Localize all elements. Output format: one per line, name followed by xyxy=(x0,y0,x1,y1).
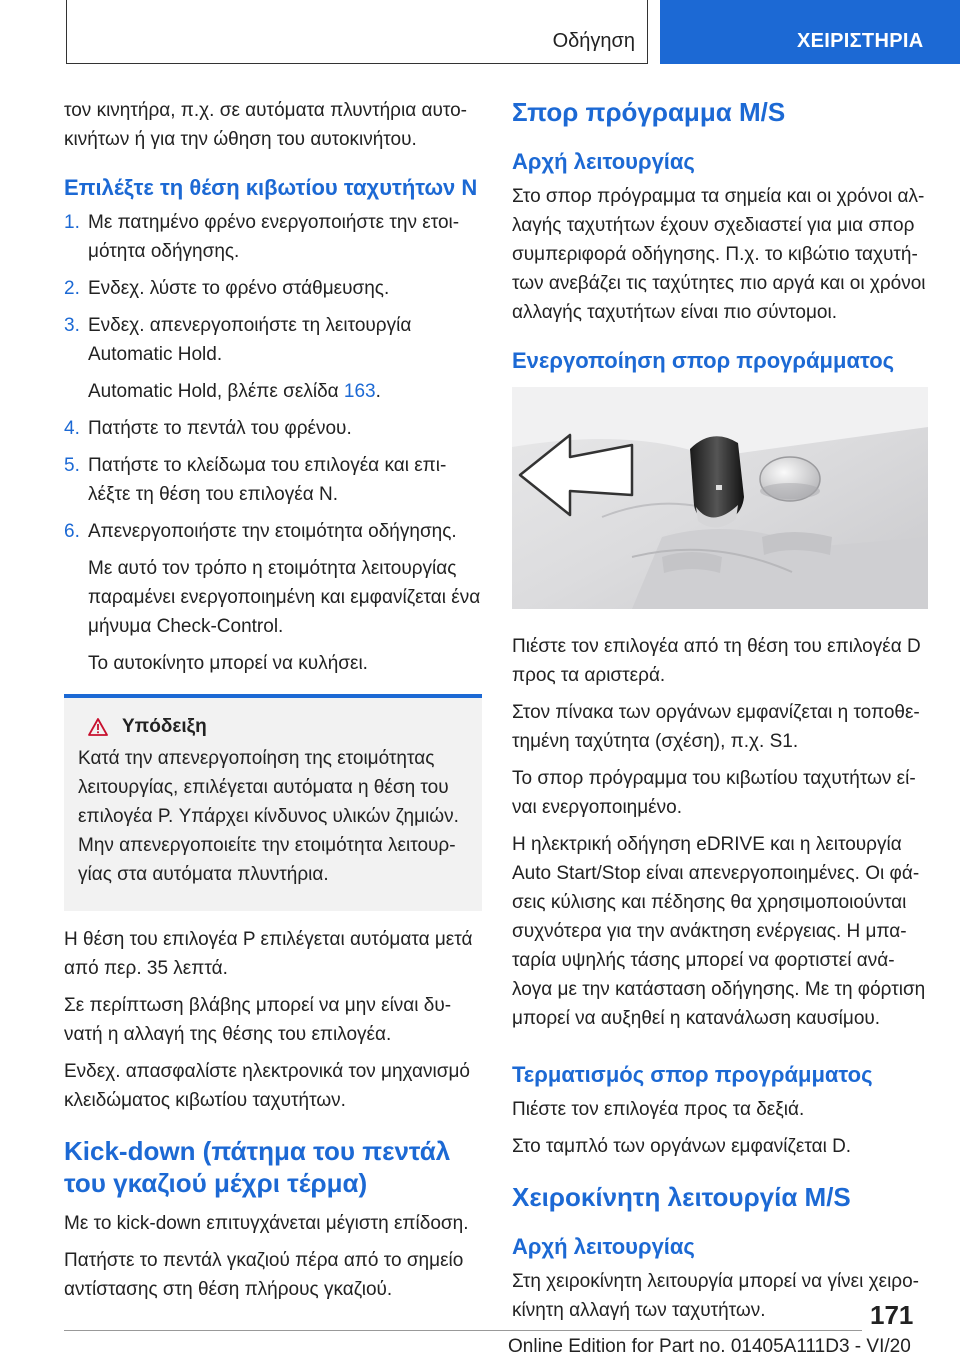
step-subtext-before: Automatic Hold, βλέπε σελίδα xyxy=(88,381,344,402)
paragraph: Στο σπορ πρόγραμμα τα σημεία και οι χρόνοι αλλαγής ταχυτήτων έχουν σχεδιαστεί για μια σπορ συμπεριφορά οδήγησης. Π.χ. το κιβώτιο ταχυτήτων ανεβάζει τις ταχύτητες πιο αργά και οι χρόνοι αλλαγής ταχυτήτων είναι πιο σύντομοι. xyxy=(512,186,926,323)
page-reference-link[interactable]: 163 xyxy=(343,381,376,402)
gear-selector-image xyxy=(512,387,928,609)
page-number: 171 xyxy=(870,1300,914,1330)
step-text: Απενεργοποιήστε την ετοιμότητα οδήγησης. xyxy=(88,521,457,542)
paragraph: Πιέστε τον επιλογέα προς τα δεξιά. xyxy=(512,1099,805,1120)
footer-edition: Online Edition for Part no. 01405A111D3 - VI/20 xyxy=(508,1336,911,1357)
step-number: 4. xyxy=(64,418,80,439)
right-column xyxy=(512,96,928,1333)
paragraph: Στον πίνακα των οργάνων εμφανίζεται η τοποθετημένη ταχύτητα (σχέση), π.χ. S1. xyxy=(512,702,920,752)
heading-kickdown: Kick-down (πάτημα του πεντάλ του γκαζιού μέχρι τέρμα) xyxy=(64,1136,451,1198)
step-subtext: Το αυτοκίνητο μπορεί να κυλήσει. xyxy=(88,653,368,674)
step-text: Με πατημένο φρένο ενεργοποιήστε την ετοιμότητα οδήγησης. xyxy=(88,212,460,262)
step-number: 3. xyxy=(64,315,80,336)
heading-manual-mode: Χειροκίνητη λειτουργία M/S xyxy=(512,1182,851,1212)
paragraph: Η θέση του επιλογέα P επιλέγεται αυτόματα μετά από περ. 35 λεπτά. xyxy=(64,929,473,979)
paragraph: Πατήστε το πεντάλ γκαζιού πέρα από το σημείο αντίστασης στη θέση πλήρους γκαζιού. xyxy=(64,1250,464,1300)
intro-paragraph: τον κινητήρα, π.χ. σε αυτόματα πλυντήρια αυτοκινήτων ή για την ώθηση του αυτοκινήτου. xyxy=(64,100,467,150)
header-section-title: Οδήγηση xyxy=(552,30,635,52)
list-item xyxy=(64,311,482,406)
paragraph: Στο ταμπλό των οργάνων εμφανίζεται D. xyxy=(512,1136,852,1157)
step-subtext: Με αυτό τον τρόπο η ετοιμότητα λειτουργίας παραμένει ενεργοποιημένη και εμφανίζεται ένα μήνυμα Check-Control. xyxy=(88,558,481,637)
paragraph: Με το kick-down επιτυγχάνεται μέγιστη επίδοση. xyxy=(64,1213,469,1234)
steps-list xyxy=(64,208,482,678)
step-number: 1. xyxy=(64,212,80,233)
step-text: Πατήστε το πεντάλ του φρένου. xyxy=(88,418,352,439)
list-item xyxy=(64,414,482,443)
subheading-principle: Αρχή λειτουργίας xyxy=(512,149,695,174)
paragraph: Η ηλεκτρική οδήγηση eDRIVE και η λειτουργία Auto Start/Stop είναι απενεργοποιημένες. Οι φάσεις κύλισης και πέδησης θα χρησιμοποιούνται συχνότερα για την ανάκτηση ενέργειας. Η μπαταρία υψηλής τάσης μπορεί να φορτιστεί ανάλογα με την κατάσταση οδήγησης. Με τη φόρτιση μπορεί να αυξηθεί η κατανάλωση καυσίμου. xyxy=(512,834,926,1029)
step-number: 5. xyxy=(64,455,80,476)
step-text: Ενδεχ. απενεργοποιήστε τη λειτουργία Automatic Hold. xyxy=(88,315,412,365)
note-header xyxy=(78,716,468,738)
list-item xyxy=(64,208,482,266)
warning-icon xyxy=(88,718,108,736)
heading-neutral: Επιλέξτε τη θέση κιβωτίου ταχυτήτων N xyxy=(64,175,478,200)
header-section-tab xyxy=(66,0,648,64)
step-text: Πατήστε το κλείδωμα του επιλογέα και επιλέξτε τη θέση του επιλογέα N. xyxy=(88,455,447,505)
paragraph: Στη χειροκίνητη λειτουργία μπορεί να γίνει χειροκίνητη αλλαγή των ταχυτήτων. xyxy=(512,1271,919,1321)
header-chapter-title: ΧΕΙΡΙΣΤΗΡΙΑ xyxy=(797,30,924,52)
step-text: Ενδεχ. λύστε το φρένο στάθμευσης. xyxy=(88,278,390,299)
left-column xyxy=(64,96,482,1312)
step-subtext xyxy=(88,377,482,406)
step-number: 6. xyxy=(64,521,80,542)
header-chapter-tab xyxy=(660,0,960,64)
note-box xyxy=(64,694,482,911)
step-number: 2. xyxy=(64,278,80,299)
list-item xyxy=(64,517,482,678)
subheading-activate: Ενεργοποίηση σπορ προγράμματος xyxy=(512,348,895,373)
step-subtext-after: . xyxy=(375,381,381,402)
paragraph: Ενδεχ. απασφαλίστε ηλεκτρονικά τον μηχανισμό κλειδώματος κιβωτίου ταχυτήτων. xyxy=(64,1061,470,1111)
paragraph: Πιέστε τον επιλογέα από τη θέση του επιλογέα D προς τα αριστερά. xyxy=(512,636,921,686)
note-text: Κατά την απενεργοποίηση της ετοιμότητας λειτουργίας, επιλέγεται αυτόματα η θέση του επιλογέα P. Υπάρχει κίνδυνος υλικών ζημιών. Μην απενεργοποιείτε την ετοιμότητα λειτουργίας στα αυτόματα πλυντήρια. xyxy=(78,748,459,885)
paragraph: Το σπορ πρόγραμμα του κιβωτίου ταχυτήτων είναι ενεργοποιημένο. xyxy=(512,768,916,818)
subheading-principle-manual: Αρχή λειτουργίας xyxy=(512,1234,695,1259)
subheading-terminate: Τερματισμός σπορ προγράμματος xyxy=(512,1062,873,1087)
footer-divider xyxy=(64,1330,862,1331)
heading-sport-program: Σπορ πρόγραμμα M/S xyxy=(512,97,786,127)
note-title: Υπόδειξη xyxy=(122,716,207,737)
list-item xyxy=(64,274,482,303)
list-item xyxy=(64,451,482,509)
paragraph: Σε περίπτωση βλάβης μπορεί να μην είναι δυνατή η αλλαγή της θέσης του επιλογέα. xyxy=(64,995,452,1045)
